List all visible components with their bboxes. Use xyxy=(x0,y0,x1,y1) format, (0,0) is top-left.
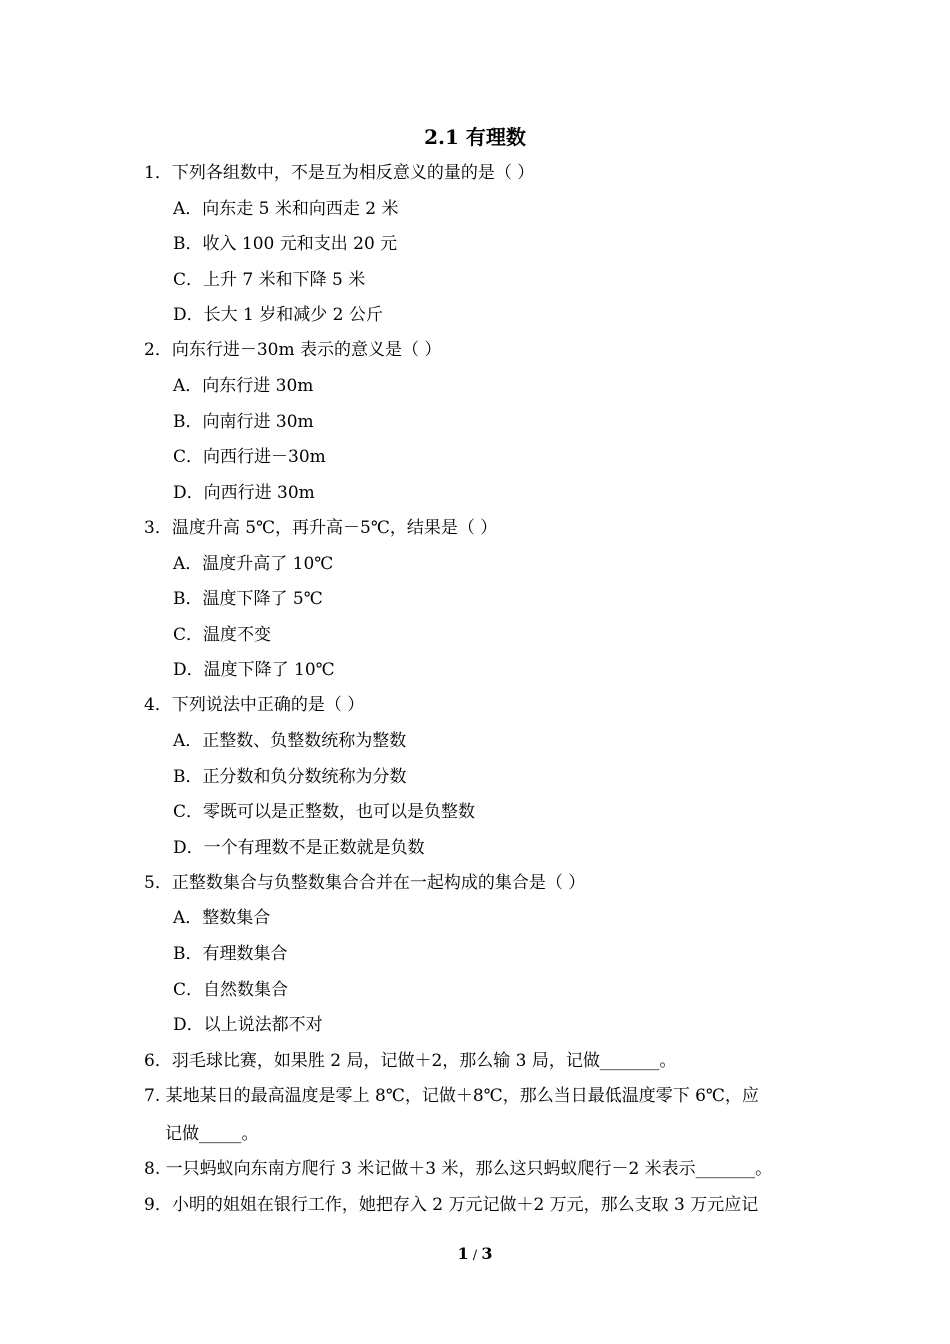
question-1-stem: 1．下列各组数中，不是互为相反意义的量的是（ ） xyxy=(144,163,535,183)
question-5-option-d: D．以上说法都不对 xyxy=(173,1015,323,1035)
question-7-line-1: 7. 某地某日的最高温度是零上 8℃，记做＋8℃，那么当日最低温度零下 6℃，应 xyxy=(144,1086,759,1106)
question-4-option-a: A．正整数、负整数统称为整数 xyxy=(173,731,407,751)
question-5-option-c: C．自然数集合 xyxy=(173,980,289,1000)
document-title: 2.1 有理数 xyxy=(424,125,526,149)
question-3-option-d: D．温度下降了 10℃ xyxy=(173,660,335,680)
question-7-line-2: 记做_____。 xyxy=(165,1124,259,1144)
question-5-stem: 5．正整数集合与负整数集合合并在一起构成的集合是（ ） xyxy=(144,873,586,893)
question-2-option-d: D．向西行进 30m xyxy=(173,483,315,503)
question-3-option-b: B．温度下降了 5℃ xyxy=(173,589,323,609)
question-5-option-b: B．有理数集合 xyxy=(173,944,288,964)
page-number-total: 3 xyxy=(481,1244,493,1263)
question-1-option-b: B．收入 100 元和支出 20 元 xyxy=(173,234,398,254)
question-4-option-d: D．一个有理数不是正数就是负数 xyxy=(173,838,425,858)
question-5-option-a: A．整数集合 xyxy=(173,908,271,928)
question-1-option-c: C．上升 7 米和下降 5 米 xyxy=(173,270,366,290)
question-4-stem: 4．下列说法中正确的是（ ） xyxy=(144,695,365,715)
question-4-option-b: B．正分数和负分数统称为分数 xyxy=(173,767,407,787)
page-number xyxy=(0,1244,950,1266)
question-3-stem: 3．温度升高 5℃，再升高－5℃，结果是（ ） xyxy=(144,518,498,538)
page-number-separator: / xyxy=(468,1248,482,1263)
question-2-option-a: A．向东行进 30m xyxy=(173,376,314,396)
question-4-option-c: C．零既可以是正整数，也可以是负整数 xyxy=(173,802,476,822)
question-8: 8. 一只蚂蚁向东南方爬行 3 米记做＋3 米，那么这只蚂蚁爬行－2 米表示_______。 xyxy=(144,1159,773,1179)
question-2-option-c: C．向西行进－30m xyxy=(173,447,326,467)
question-3-option-a: A．温度升高了 10℃ xyxy=(173,554,334,574)
question-2-stem: 2．向东行进－30m 表示的意义是（ ） xyxy=(144,340,442,360)
question-9-line-1: 9．小明的姐姐在银行工作，她把存入 2 万元记做＋2 万元，那么支取 3 万元应记 xyxy=(144,1195,759,1215)
question-6: 6．羽毛球比赛，如果胜 2 局，记做＋2，那么输 3 局，记做_______。 xyxy=(144,1051,677,1071)
page-number-current: 1 xyxy=(457,1244,469,1263)
question-1-option-d: D．长大 1 岁和减少 2 公斤 xyxy=(173,305,383,325)
question-1-option-a: A．向东走 5 米和向西走 2 米 xyxy=(173,199,399,219)
question-3-option-c: C．温度不变 xyxy=(173,625,272,645)
question-2-option-b: B．向南行进 30m xyxy=(173,412,314,432)
